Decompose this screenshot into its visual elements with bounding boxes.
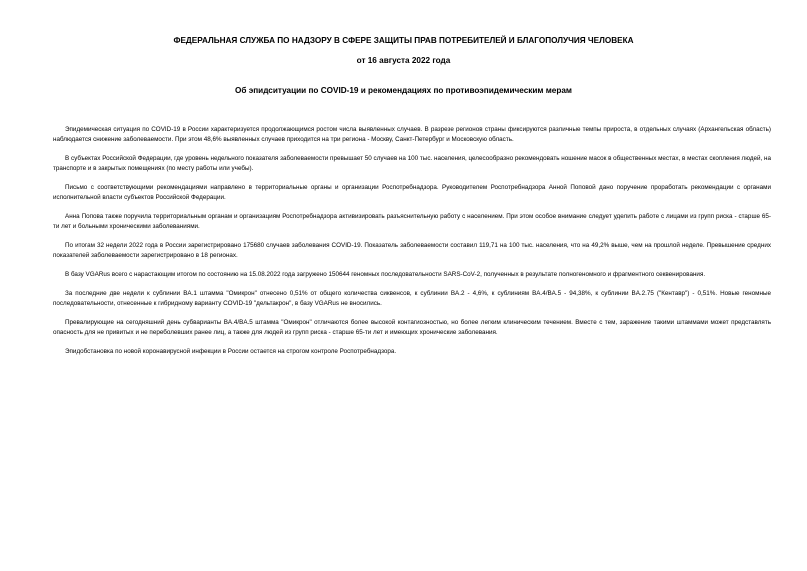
document-body [53, 125, 771, 366]
paragraph: Эпидобстановка по новой коронавирусной инфекции в России остается на строгом контроле Роспотребнадзора. [65, 348, 397, 355]
paragraph: Анна Попова также поручила территориальным органам и организациям Роспотребнадзора активизировать разъяснительную работу с населением. При этом особое внимание следует уделить работе с лицами из групп риска - старше 65-ти лет и больными хроническими заболеваниями. [53, 213, 771, 230]
paragraph: Эпидемическая ситуация по COVID-19 в России характеризуется продолжающимся ростом числа выявленных случаев. В разрезе регионов страны фиксируются различные темпы прироста, в отдельных случаях (Архангельская область) наблюдается снижение заболеваемости. При этом 48,6% выявленных случаев приходится на три региона - Москву, Санкт-Петербург и Московскую область. [53, 126, 771, 143]
paragraph: За последние две недели к сублинии BA.1 штамма "Омикрон" отнесено 0,51% от общего количества сиквенсов, к сублинии BA.2 - 4,6%, к сублиниям BA.4/BA.5 - 94,38%, к сублинии BA.2.75 ("Кентавр") - 0,51%. Новые геномные последовательности, отнесенные к гибридному варианту COVID-19 "дельтакрон", в базу VGARus не вносились. [53, 290, 771, 307]
paragraph: Превалирующие на сегодняшний день субварианты BA.4/BA.5 штамма "Омикрон" отличаются более высокой контагиозностью, но более легким клиническим течением. Вместе с тем, заражение такими штаммами может представлять опасность для не привитых и не переболевших ранее лиц, а также для людей из групп риска - старше 65-ти лет и имеющих хронические заболевания. [53, 319, 771, 336]
paragraph: В базу VGARus всего с нарастающим итогом по состоянию на 15.08.2022 года загружено 150644 геномных последовательности SARS-CoV-2, полученных в результате полногеномного и фрагментного секвенирования. [65, 271, 706, 278]
document-title: Об эпидситуации по COVID-19 и рекомендациях по противоэпидемическим мерам [235, 86, 572, 95]
paragraph: Письмо с соответствующими рекомендациями направлено в территориальные органы и организации Роспотребнадзора. Руководителем Роспотребнадзора Анной Поповой дано поручение проработать рекомендации с органами исполнительной власти субъектов Российской Федерации. [53, 184, 771, 201]
paragraph: По итогам 32 недели 2022 года в России зарегистрировано 175680 случаев заболевания COVID-19. Показатель заболеваемости составил 119,71 на 100 тыс. населения, что на 49,2% выше, чем на прошлой неделе. Превышение средних показателей заболеваемости зарегистрировано в 18 регионах. [53, 242, 771, 259]
agency-name: ФЕДЕРАЛЬНАЯ СЛУЖБА ПО НАДЗОРУ В СФЕРЕ ЗАЩИТЫ ПРАВ ПОТРЕБИТЕЛЕЙ И БЛАГОПОЛУЧИЯ ЧЕЛОВЕКА [173, 36, 634, 45]
paragraph: В субъектах Российской Федерации, где уровень недельного показателя заболеваемости превышает 50 случаев на 100 тыс. населения, целесообразно рекомендовать ношение масок в общественных местах, в местах скопления людей, на транспорте и в закрытых помещениях (по месту работы или учебы). [53, 155, 771, 172]
document-date: от 16 августа 2022 года [356, 56, 451, 65]
